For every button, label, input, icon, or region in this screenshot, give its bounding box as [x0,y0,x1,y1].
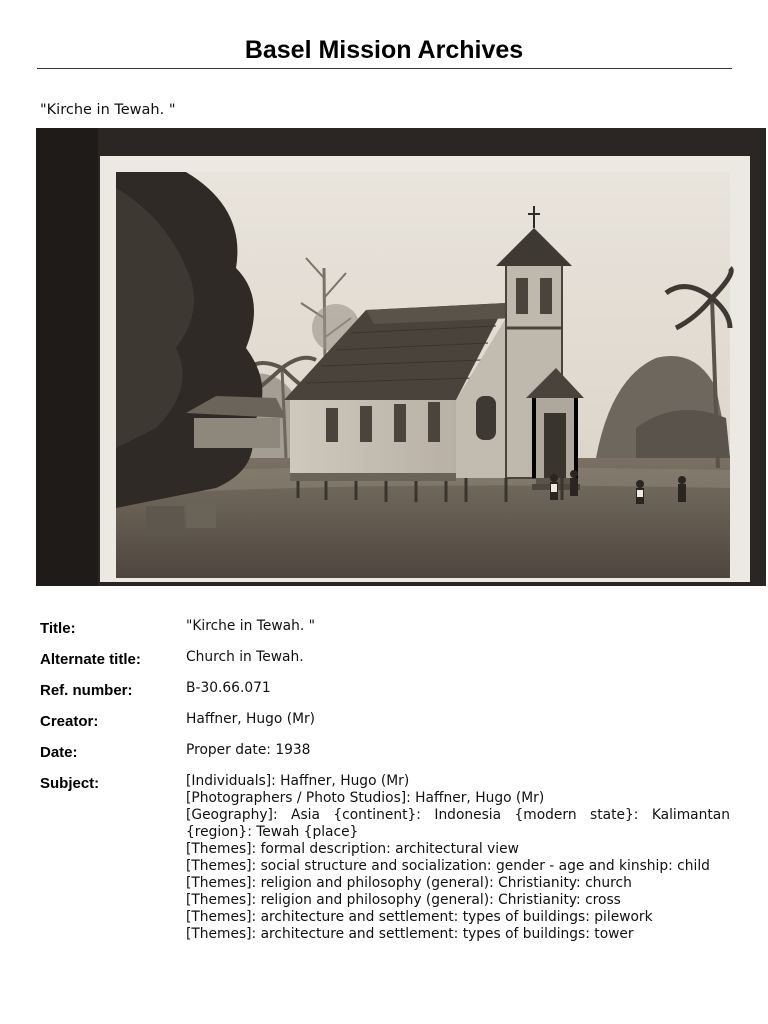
meta-row-ref-number [40,680,730,701]
subject-line: [Photographers / Photo Studios]: Haffner, Hugo (Mr) [186,790,545,806]
header-divider [37,68,732,69]
meta-label-subject: Subject: [40,775,100,792]
meta-label-title: Title: [40,620,76,637]
meta-value-creator: Haffner, Hugo (Mr) [186,711,316,727]
meta-label-ref-number: Ref. number: [40,682,133,699]
meta-row-title [40,618,730,639]
archive-photo [36,128,766,586]
meta-value-subject [186,773,730,943]
subject-line: [Themes]: architecture and settlement: types of buildings: pilework [186,909,653,925]
subject-line: [Themes]: formal description: architectural view [186,841,519,857]
meta-row-subject [40,773,730,943]
meta-row-alternate-title [40,649,730,670]
meta-label-alternate-title: Alternate title: [40,651,141,668]
photo-caption: "Kirche in Tewah. " [40,102,176,118]
subject-line: [Individuals]: Haffner, Hugo (Mr) [186,773,410,789]
meta-value-ref-number: B-30.66.071 [186,680,271,696]
subject-line: [Geography]: Asia {continent}: Indonesia {modern state}: Kalimantan [186,807,730,823]
page-title: Basel Mission Archives [244,36,524,64]
subject-line: [Themes]: social structure and socialization: gender - age and kinship: child [186,858,710,874]
meta-value-alternate-title: Church in Tewah. [186,649,304,665]
subject-line: [Themes]: architecture and settlement: types of buildings: tower [186,926,634,942]
metadata-table [40,618,730,953]
meta-label-date: Date: [40,744,78,761]
meta-row-date [40,742,730,763]
meta-label-creator: Creator: [40,713,99,730]
meta-row-creator [40,711,730,732]
meta-value-title: "Kirche in Tewah. " [186,618,315,634]
subject-line: [Themes]: religion and philosophy (general): Christianity: church [186,875,632,891]
subject-line: {region}: Tewah {place} [186,824,359,840]
subject-line: [Themes]: religion and philosophy (general): Christianity: cross [186,892,621,908]
meta-value-date: Proper date: 1938 [186,742,311,758]
